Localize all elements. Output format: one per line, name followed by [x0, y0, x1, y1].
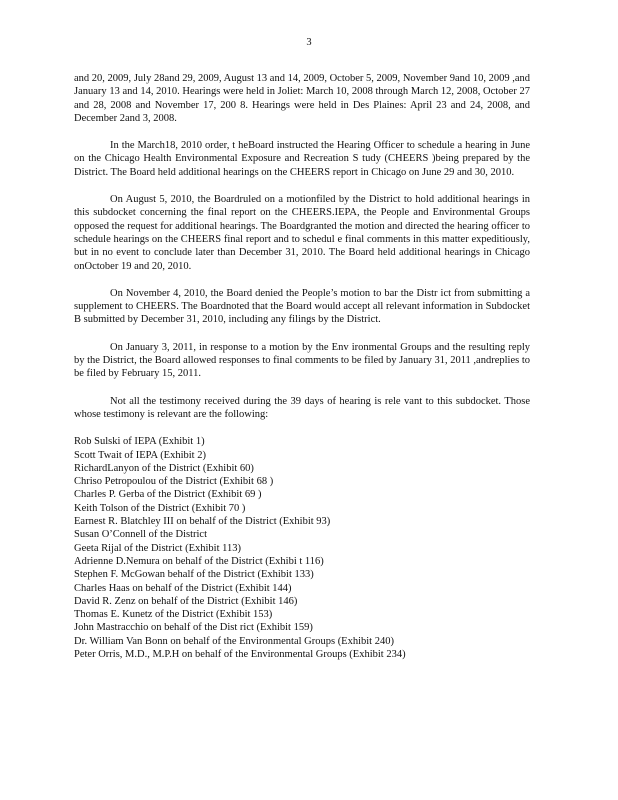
list-item: Charles Haas on behalf of the District (Exhibit 144)	[74, 582, 292, 594]
paragraph-hearing-dates: and 20, 2009, July 28and 29, 2009, August 13 and 14, 2009, October 5, 2009, November 9and 10, 2009 ,and January 13 and 14, 2010. Hearings were held in Joliet: March 10, 2008 through March 12, 2008, October 27 and 28, 2008 and November 17, 200 8. Hearings were held in Des Plaines: April 23 and 24, 2008, and December 2and 3, 2008.	[74, 73, 530, 124]
list-item: Charles P. Gerba of the District (Exhibit 69 )	[74, 489, 262, 501]
list-item: Peter Orris, M.D., M.P.H on behalf of the Environmental Groups (Exhibit 234)	[74, 648, 406, 660]
paragraph-cheers-hearing: In the March18, 2010 order, t heBoard instructed the Hearing Officer to schedule a hearing in June on the Chicago Health Environmental Exposure and Recreation S tudy (CHEERS )being prepared by the District. The Board held additional hearings on the CHEERS report in Chicago on June 29 and 30, 2010.	[74, 140, 530, 178]
list-item: Dr. William Van Bonn on behalf of the Environmental Groups (Exhibit 240)	[74, 635, 394, 647]
paragraph-november-denial: On November 4, 2010, the Board denied the People’s motion to bar the Distr ict from submitting a supplement to CHEERS. The Boardnoted that the Board would accept all relevant information in Subdocket B submitted by December 31, 2010, including any filings by the District.	[74, 287, 530, 326]
list-item: Stephen F. McGowan behalf of the District (Exhibit 133)	[74, 569, 314, 581]
list-item: Susan O’Connell of the District	[74, 529, 207, 541]
list-item: Adrienne D.Nemura on behalf of the District (Exhibi t 116)	[74, 555, 324, 567]
page-number: 3	[306, 37, 312, 48]
testimony-list	[74, 435, 530, 661]
list-item: David R. Zenz on behalf of the District (Exhibit 146)	[74, 595, 298, 607]
list-item: Earnest R. Blatchley III on behalf of the District (Exhibit 93)	[74, 516, 331, 528]
list-item: Chriso Petropoulou of the District (Exhibit 68 )	[74, 476, 274, 488]
list-item: Thomas E. Kunetz of the District (Exhibit 153)	[74, 609, 273, 621]
paragraph-january-response: On January 3, 2011, in response to a motion by the Env ironmental Groups and the resulting reply by the District, the Board allowed responses to final comments to be filed by January 31, 2011 ,andreplies to be filed by February 15, 2011.	[74, 341, 530, 380]
list-item: John Mastracchio on behalf of the Dist rict (Exhibit 159)	[74, 622, 313, 634]
list-item: Rob Sulski of IEPA (Exhibit 1)	[74, 436, 205, 448]
list-item: Scott Twait of IEPA (Exhibit 2)	[74, 449, 206, 461]
document-body	[74, 72, 530, 661]
list-item: RichardLanyon of the District (Exhibit 60)	[74, 462, 254, 474]
list-item: Geeta Rijal of the District (Exhibit 113)	[74, 542, 241, 554]
paragraph-august-ruling: On August 5, 2010, the Boardruled on a motionfiled by the District to hold additional hearings in this subdocket concerning the final report on the CHEERS.IEPA, the People and Environmental Groups opposed the request for additional hearings. The Boardgranted the motion and directed the hearing officer to schedule hearings on the CHEERS final report and to schedul e final comments in this matter expeditiously, but in no event to conclude later than December 31, 2010. The Board held additional hearings in Chicago onOctober 19 and 20, 2010.	[74, 194, 530, 272]
list-item: Keith Tolson of the District (Exhibit 70 )	[74, 502, 246, 514]
paragraph-testimony-intro: Not all the testimony received during the 39 days of hearing is rele vant to this subdocket. Those whose testimony is relevant are the following:	[74, 395, 530, 420]
